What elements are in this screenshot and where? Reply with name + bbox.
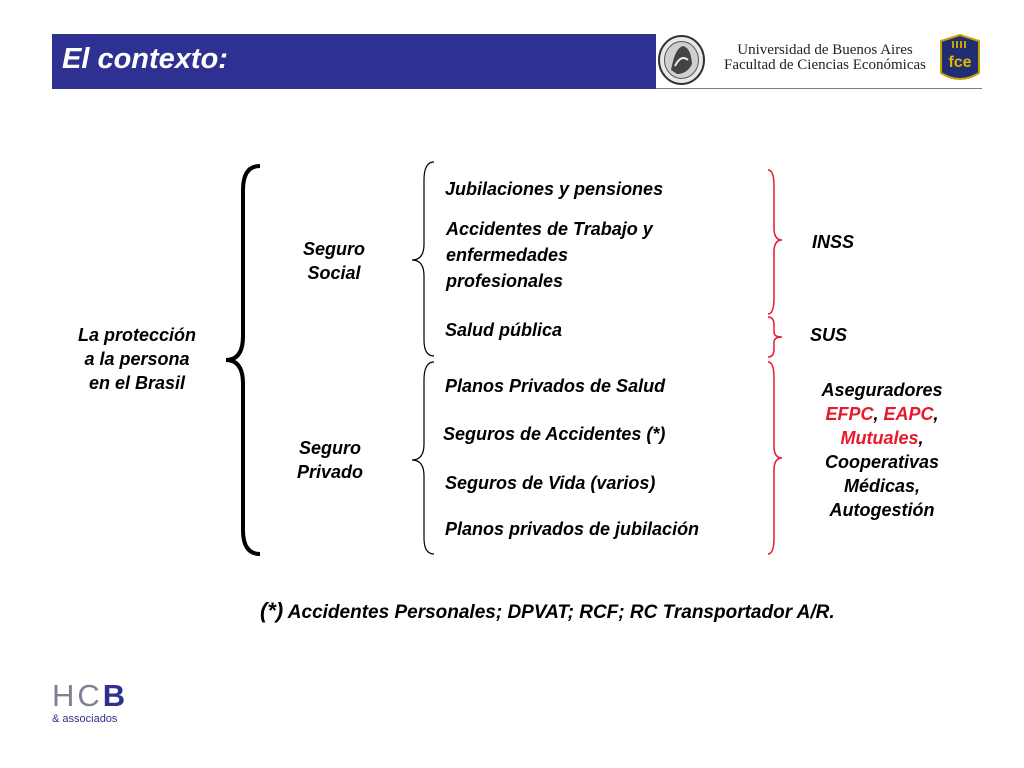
provider-line: Médicas, <box>843 476 921 496</box>
footnote <box>260 598 835 624</box>
provider-line: Cooperativas <box>824 452 940 472</box>
branch-seguro-social <box>274 237 394 285</box>
provider-mutuales: Mutuales <box>840 428 919 448</box>
hcb-logo <box>52 680 128 725</box>
privado-left-brace <box>412 362 434 554</box>
item-line: Accidentes de Trabajo y <box>446 219 653 239</box>
university-line-1: Universidad de Buenos Aires <box>737 42 913 58</box>
hcb-logo-hc: HC <box>52 678 103 713</box>
provider-separator: , <box>933 404 939 424</box>
root-label <box>44 323 230 395</box>
branch-label-line: Seguro <box>298 438 361 458</box>
sus-right-brace <box>768 317 782 357</box>
hcb-logo-mark <box>52 680 128 712</box>
provider-sus: SUS <box>810 325 848 345</box>
item-line: profesionales <box>446 271 564 291</box>
university-line-2: Facultad de Ciencias Económicas <box>723 57 927 73</box>
root-label-line: en el Brasil <box>88 373 186 393</box>
hcb-logo-subtitle: & associados <box>52 713 118 725</box>
provider-separator: , <box>873 404 884 424</box>
provider-eapc: EAPC <box>883 404 934 424</box>
provider-privados <box>796 378 968 522</box>
provider-inss: INSS <box>812 232 855 252</box>
slide-title: El contexto: <box>62 43 228 75</box>
item-planos-jubilacion: Planos privados de jubilación <box>445 519 700 539</box>
branch-label-line: Social <box>307 263 361 283</box>
provider-line-mutuales <box>796 426 968 450</box>
footnote-text: Accidentes Personales; DPVAT; RCF; RC Transportador A/R. <box>287 602 835 623</box>
provider-line: Aseguradores <box>821 380 943 400</box>
root-label-line: a la persona <box>84 349 190 369</box>
footnote-marker: (*) <box>260 598 284 623</box>
item-line: enfermedades <box>446 245 569 265</box>
item-jubilaciones: Jubilaciones y pensiones <box>445 179 664 199</box>
social-left-brace <box>412 162 434 356</box>
branch-label-line: Privado <box>296 462 364 482</box>
item-planos-salud: Planos Privados de Salud <box>445 376 666 396</box>
fce-logo-text: fce <box>948 54 972 71</box>
item-salud-publica: Salud pública <box>445 320 563 340</box>
provider-line-efpc-eapc <box>796 402 968 426</box>
privado-right-brace <box>768 362 782 554</box>
main-left-brace <box>226 166 260 554</box>
inss-right-brace <box>768 170 782 314</box>
provider-efpc: EFPC <box>825 404 874 424</box>
branch-seguro-privado <box>270 436 390 484</box>
branch-label-line: Seguro <box>302 239 365 259</box>
root-label-line: La protección <box>77 325 197 345</box>
item-accidentes-trabajo <box>446 216 746 294</box>
provider-separator: , <box>918 428 924 448</box>
hcb-logo-b: B <box>102 678 129 713</box>
item-seguros-accidentes: Seguros de Accidentes (*) <box>443 424 666 444</box>
item-seguros-vida: Seguros de Vida (varios) <box>445 473 656 493</box>
provider-line: Autogestión <box>829 500 935 520</box>
